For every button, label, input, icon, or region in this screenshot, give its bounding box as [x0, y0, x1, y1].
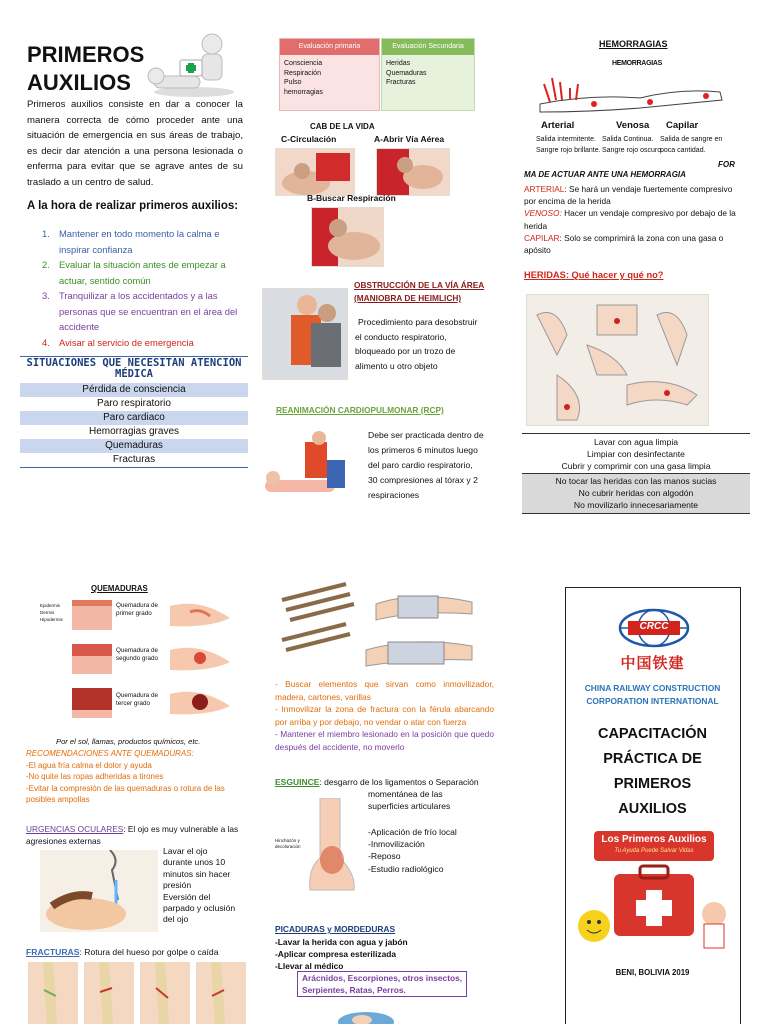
capilar-action [524, 232, 742, 256]
rcp-line: del paro cardio respiratorio, [368, 460, 473, 470]
step-number: 4. [42, 336, 50, 348]
sprain-treatment-item: -Reposo [368, 851, 401, 862]
first-aid-kit-illustration [574, 864, 734, 950]
wound-do-item: Cubrir y comprimir con una gasa limpia [561, 461, 711, 472]
hemorrhage-action-title: MA DE ACTUAR ANTE UNA HEMORRAGIA [524, 170, 686, 179]
bites-animals-line: Serpientes, Ratas, Perros. [302, 984, 406, 995]
eval-secondary-box [381, 38, 475, 111]
situation-row: Fracturas [20, 453, 248, 468]
eye-instruction-line: Lavar el ojo [163, 846, 208, 856]
burn-rec-item: -El agua fría calma el dolor y ayuda [26, 760, 152, 770]
title-primeros: PRIMEROS [27, 42, 145, 67]
company-name-line: CORPORATION INTERNATIONAL [586, 696, 719, 706]
skin-layer-label: Dermis [40, 610, 55, 615]
hemorrhage-diagram [530, 54, 736, 160]
step-text: Avisar al servicio de emergencia [59, 336, 194, 348]
eval-secondary-header: Evaluación Secundaria [382, 39, 474, 55]
burn-grade-3-label: Quemadura de tercer grado [116, 692, 159, 707]
eval-item: Respiración [284, 69, 321, 77]
bites-step: -Llevar al médico [275, 961, 344, 971]
venosa-desc-line: Salida Continua. [602, 136, 654, 143]
fractures-title: FRACTURAS [26, 947, 80, 957]
cover-title-line: CAPACITACIÓN [597, 726, 707, 742]
heimlich-title-line: OBSTRUCCIÓN DE LA VÍA ÁREA [354, 280, 485, 290]
title-auxilios: AUXILIOS [27, 70, 131, 95]
skin-layer-label: Hipodermis [40, 617, 63, 622]
situations-title: SITUACIONES QUE NECESITAN ATENCIÓN MÉDICA [20, 356, 248, 380]
venosa-label: Venosa [616, 120, 650, 131]
situation-row: Paro respiratorio [20, 397, 248, 411]
heridas-title: HERIDAS: Qué hacer y qué no? [524, 270, 664, 280]
capilar-desc-line: poca cantidad. [660, 147, 706, 154]
eval-item: hemorragias [284, 88, 323, 96]
eye-instruction-line: minutos sin hacer [163, 868, 231, 879]
arterial-key: ARTERIAL [524, 184, 565, 194]
rcp-line: los primeros 6 minutos luego [368, 445, 478, 455]
company-name-line: CHINA RAILWAY CONSTRUCTION [584, 683, 721, 693]
quemaduras-title: QUEMADURAS [91, 584, 148, 593]
cpr-airway-photo [376, 148, 450, 196]
rcp-illustration [265, 430, 360, 500]
sprained-ankle-illustration [306, 798, 358, 896]
sprain-image-label: Hinchazón y decoloración [275, 838, 301, 849]
burn-recommendations [26, 748, 241, 806]
arterial-action [524, 183, 742, 207]
arterial-text: : Se hará un vendaje fuertemente compresivo por encima de la herida [524, 184, 733, 207]
wound-dont-item: No movilizarlo innecesariamente [573, 500, 699, 511]
bites-step: -Aplicar compresa esterilizada [275, 949, 397, 959]
step-text: Mantener en todo momento la calma e inspirar confianza [59, 228, 220, 255]
wound-do-item: Lavar con agua limpia [593, 437, 679, 447]
first-aid-heading: A la hora de realizar primeros auxilios: [27, 200, 239, 212]
skin-layer-label: Epidermis [40, 603, 61, 608]
immobilization-step: - Buscar elementos que sirvan como inmovilizador, madera, cartones, varillas [275, 679, 494, 702]
immobilization-step: - Inmovilizar la zona de fractura con la férula abarcando por arriba y por debajo, no vendar o atar con fuerza [275, 704, 494, 727]
burns-diagram [40, 598, 240, 734]
capilar-desc-line: Salida de sangre en [660, 136, 723, 143]
immobilization-step: - Mantener el miembro lesionado en la posición que quedo después del accidente, no moverlo [275, 729, 494, 752]
hemorrhage-diagram-label: HEMORRAGIAS [612, 60, 662, 67]
banner-title: Los Primeros Auxilios [601, 834, 707, 845]
venosa-desc [602, 134, 663, 156]
cover-title-line: PRIMEROS [613, 776, 692, 792]
fractures-text: : Rotura del hueso por golpe o caída [79, 947, 219, 957]
capilar-key: CAPILAR [524, 232, 560, 243]
step-item [42, 288, 242, 335]
capilar-label: Capilar [666, 120, 699, 131]
situation-row: Hemorragias graves [20, 425, 248, 439]
heimlich-line: alimento u otro objeto [355, 360, 438, 371]
eval-item: Quemaduras [386, 69, 427, 77]
first-aid-banner [594, 831, 714, 861]
situation-row: Pérdida de consciencia [20, 383, 248, 397]
eye-instruction-line: presión [163, 880, 192, 891]
heimlich-line: Procedimiento para desobstruir [358, 317, 478, 327]
eye-instruction-line: parpado y oclusión [163, 903, 236, 914]
eye-wash-illustration [40, 850, 158, 932]
hemorragias-title: HEMORRAGIAS [599, 39, 668, 49]
hemorrhage-actions [524, 183, 742, 256]
cover-panel [565, 587, 741, 1024]
cover-title-line: PRÁCTICA DE [603, 751, 702, 767]
burn-causes: Por el sol, llamas, productos químicos, etc. [56, 737, 201, 746]
wound-dont-item: No cubrir heridas con algodón [578, 488, 694, 499]
crcc-logo-text: CRCC [639, 621, 669, 632]
step-item [42, 226, 242, 257]
cover-footer: BENI, BOLIVIA 2019 [615, 968, 690, 977]
cpr-breathing-photo [311, 207, 384, 267]
bites-title: PICADURAS y MORDEDURAS [275, 924, 396, 934]
wound-do-item: Limpiar con desinfectante [587, 449, 685, 460]
heimlich-line: bloqueado por un trozo de [355, 346, 456, 356]
company-chinese-name: 中国铁建 [620, 654, 685, 672]
step-text: Evaluar la situación antes de empezar a actuar, sentido común [59, 259, 226, 286]
arterial-label: Arterial [541, 120, 575, 131]
heimlich-text [355, 315, 477, 373]
bites-animals-line: Arácnidos, Escorpiones, otros insectos, [302, 973, 463, 983]
wounds-illustration [526, 294, 709, 426]
step-item [42, 335, 242, 351]
immobilization-steps [275, 678, 494, 754]
cab-b-label: B-Buscar Respiración [307, 193, 396, 203]
burn-grade-1-label: Quemadura de primer grado [116, 602, 159, 617]
heimlich-line: el conducto respiratorio, [355, 331, 447, 342]
cab-a-label: A-Abrir Vía Aérea [374, 134, 445, 144]
burn-grade-2-label: Quemadura de segundo grado [116, 647, 159, 662]
burn-rec-item: -Evitar la compresión de las quemaduras o rotura de las posibles ampollas [26, 783, 225, 804]
cover-title [566, 722, 739, 822]
sprain-treatment-item: -Aplicación de frío local [368, 827, 457, 837]
bite-illustration [336, 1004, 396, 1024]
eval-item: Fracturas [386, 79, 416, 86]
step-number: 1. [42, 228, 50, 239]
rcp-line: respiraciones [368, 490, 420, 500]
rcp-line: 30 compresiones al tórax y 2 [368, 475, 478, 485]
burn-rec-title: RECOMENDACIONES ANTE QUEMADURAS: [26, 749, 194, 758]
sprain-text: : desgarro de los ligamentos o Separación [319, 777, 479, 787]
heimlich-title [354, 279, 484, 305]
cab-title-text: CAB DE LA VIDA [310, 122, 375, 131]
situation-row: Paro cardiaco [20, 411, 248, 425]
sprain-heading [275, 776, 494, 788]
eval-item: Consciencia [284, 60, 323, 67]
arterial-desc [536, 134, 601, 156]
banner-subtitle: Tu Ayuda Puede Salvar Vidas [614, 848, 694, 854]
bites-steps [275, 936, 408, 972]
situations-table [20, 356, 248, 468]
sprain-treatment [368, 826, 457, 875]
burn-rec-item: -No quite las ropas adheridas a tirones [26, 772, 164, 781]
wounds-dont-list [522, 473, 750, 514]
wounds-table [522, 433, 750, 514]
fracture-types-illustration [28, 962, 246, 1024]
eye-urgency-title: URGENCIAS OCULARES [26, 824, 124, 834]
cover-title-line: AUXILIOS [618, 801, 687, 817]
step-number: 3. [42, 290, 50, 301]
wound-dont-item: No tocar las heridas con las manos sucias [555, 475, 717, 486]
eval-item: Pulso [284, 79, 302, 86]
step-item [42, 257, 242, 288]
bites-animals-box [297, 971, 467, 997]
sprain-treatment-item: -Inmovilización [368, 839, 425, 850]
arterial-desc-line: Sangre rojo brillante. [536, 147, 601, 154]
venoso-action [524, 207, 742, 231]
rcp-title: REANIMACIÓN CARDIOPULMONAR (RCP) [276, 405, 444, 415]
company-name [566, 682, 739, 708]
eval-primary-header: Evaluación primaria [280, 39, 379, 55]
eye-urgency [26, 823, 241, 847]
step-text: Tranquilizar a los accidentados y a las personas que se encuentran en el área del accidente [59, 290, 238, 332]
situation-row: Quemaduras [20, 439, 248, 453]
fractures-heading [26, 947, 241, 957]
intro-paragraph: Primeros auxilios consiste en dar a conocer la manera correcta de cómo proceder ante una situación de emergencia en sus áreas de trabajo, es decir dar atención a una persona lesionada o enferma para evitar que se agrave antes de su traslado a un centro de salud. [27, 99, 243, 188]
eye-urgency-text: : El ojo es muy vulnerable a las agresiones externas [26, 824, 239, 846]
wounds-do-list [522, 434, 750, 473]
sprain-title: ESGUINCE [275, 777, 320, 787]
arterial-desc-line: Salida intermitente. [536, 136, 596, 143]
sprain-text-line: momentánea de las [368, 789, 443, 799]
venoso-key: VENOSO: [524, 208, 562, 219]
venosa-desc-line: Sangre rojo oscuro. [602, 147, 664, 154]
eye-instructions [163, 846, 235, 926]
sprain-treatment-item: -Estudio radiológico [368, 863, 444, 874]
capilar-text: : Solo se comprimirá la zona con una gasa o apósito [524, 232, 724, 256]
cpr-circulation-photo [275, 148, 355, 196]
heimlich-title-line: (MANIOBRA DE HEIMLICH) [354, 293, 462, 303]
bites-step: -Lavar la herida con agua y jabón [275, 937, 408, 947]
eval-item: Heridas [386, 60, 411, 67]
heimlich-illustration [262, 288, 348, 380]
rcp-text [368, 428, 484, 503]
step-number: 2. [42, 259, 50, 270]
cab-c-label: C-Circulación [281, 134, 337, 144]
eval-primary-box [279, 38, 380, 111]
capilar-desc [660, 134, 722, 156]
rcp-line: Debe ser practicada dentro de [368, 430, 484, 440]
sprain-text-line: superficies articulares [368, 801, 451, 811]
for-fragment: FOR [718, 160, 735, 169]
venoso-text: Hacer un vendaje compresivo por debajo de la herida [524, 208, 736, 231]
eye-instruction-line: durante unos 10 [163, 857, 226, 868]
eye-instruction-line: del ojo [163, 914, 189, 925]
sprain-text-cont [368, 788, 450, 812]
eye-instruction-line: Eversión del [163, 891, 211, 902]
first-aid-mascot-illustration [142, 30, 242, 98]
steps-list [42, 226, 242, 350]
splint-illustration [276, 580, 476, 672]
